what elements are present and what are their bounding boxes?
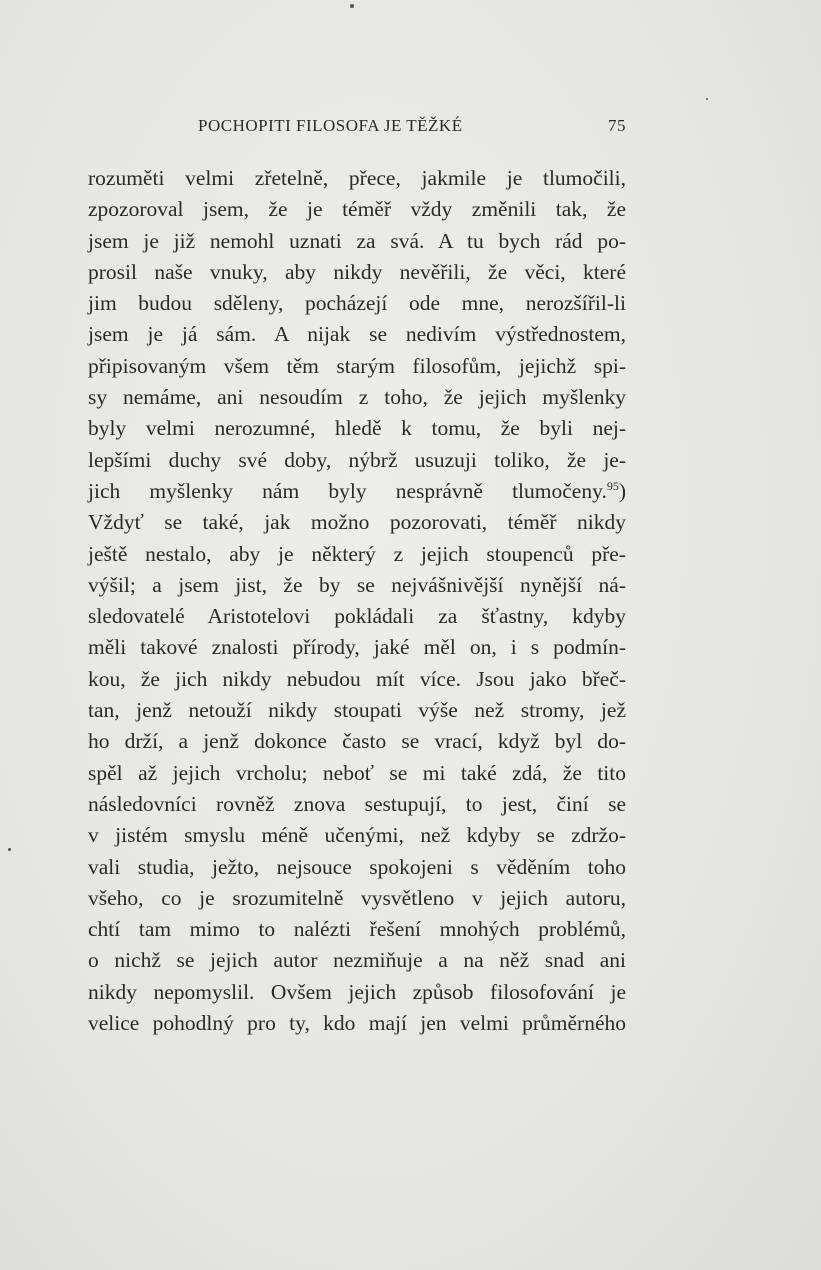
text-line: kou, že jich nikdy nebudou mít více. Jsou jako břeč- [88,666,626,691]
text-line: sledovatelé Aristotelovi pokládali za šťastny, kdyby [88,604,626,629]
text-line: ještě nestalo, aby je některý z jejich stoupenců pře- [88,541,626,566]
page-header [88,116,626,142]
running-head: POCHOPITI FILOSOFA JE TĚŽKÉ [198,116,463,135]
text-line: byly velmi nerozumné, hledě k tomu, že byli nej- [88,416,626,441]
text-line-with-footnote [88,476,626,507]
paper-speck [706,98,708,100]
text-line: výšil; a jsem jist, že by se nejvášnivější nynější ná- [88,572,626,597]
text-line: zpozoroval jsem, že je téměř vždy změnili tak, že [88,197,626,222]
page-number: 75 [608,116,626,135]
text-line: v jistém smyslu méně učenými, než kdyby se zdržo- [88,823,626,848]
text-line: nikdy nepomyslil. Ovšem jejich způsob filosofování je [88,979,626,1004]
text-line: měli takové znalosti přírody, jaké měl on, i s podmín- [88,635,626,660]
paper-speck [350,4,354,8]
paper-speck [8,848,11,851]
text-line: jim budou sděleny, pocházejí ode mne, nerozšířil-li [88,291,626,316]
text-line: spěl až jejich vrcholu; neboť se mi také zdá, že tito [88,760,626,785]
text-line: prosil naše vnuky, aby nikdy nevěřili, že věci, které [88,259,626,284]
footnote-paren: ) [618,478,626,503]
text-line: o nichž se jejich autor nezmiňuje a na něž snad ani [88,948,626,973]
text-line: sy nemáme, ani nesoudím z toho, že jejich myšlenky [88,385,626,410]
text-line: velice pohodlný pro ty, kdo mají jen velmi průměrného [88,1011,626,1036]
text-line: jich myšlenky nám byly nesprávně tlumočeny. [88,478,607,503]
text-line: ho drží, a jenž dokonce často se vrací, když byl do- [88,729,626,754]
text-line: rozuměti velmi zřetelně, přece, jakmile je tlumočili, [88,166,626,190]
text-line: chtí tam mimo to nalézti řešení mnohých problémů, [88,917,626,942]
text-line: všeho, co je srozumitelně vysvětleno v jejich autoru, [88,885,626,910]
text-line: připisovaným všem těm starým filosofům, jejichž spi- [88,353,626,378]
text-line: jsem je já sám. A nijak se nedivím výstřednostem, [88,322,626,347]
body-text [88,163,626,1039]
text-line: lepšími duchy své doby, nýbrž usuzuji toliko, že je- [88,447,626,472]
text-line: jsem je již nemohl uznati za svá. A tu bych rád po- [88,228,626,253]
text-line: Vždyť se také, jak možno pozorovati, téměř nikdy [88,510,626,535]
footnote-reference: 95 [606,478,619,493]
text-line: vali studia, ježto, nejsouce spokojeni s věděním toho [88,854,626,879]
text-line: následovníci rovněž znova sestupují, to jest, činí se [88,791,626,816]
text-line: tan, jenž netouží nikdy stoupati výše než stromy, jež [88,698,626,723]
